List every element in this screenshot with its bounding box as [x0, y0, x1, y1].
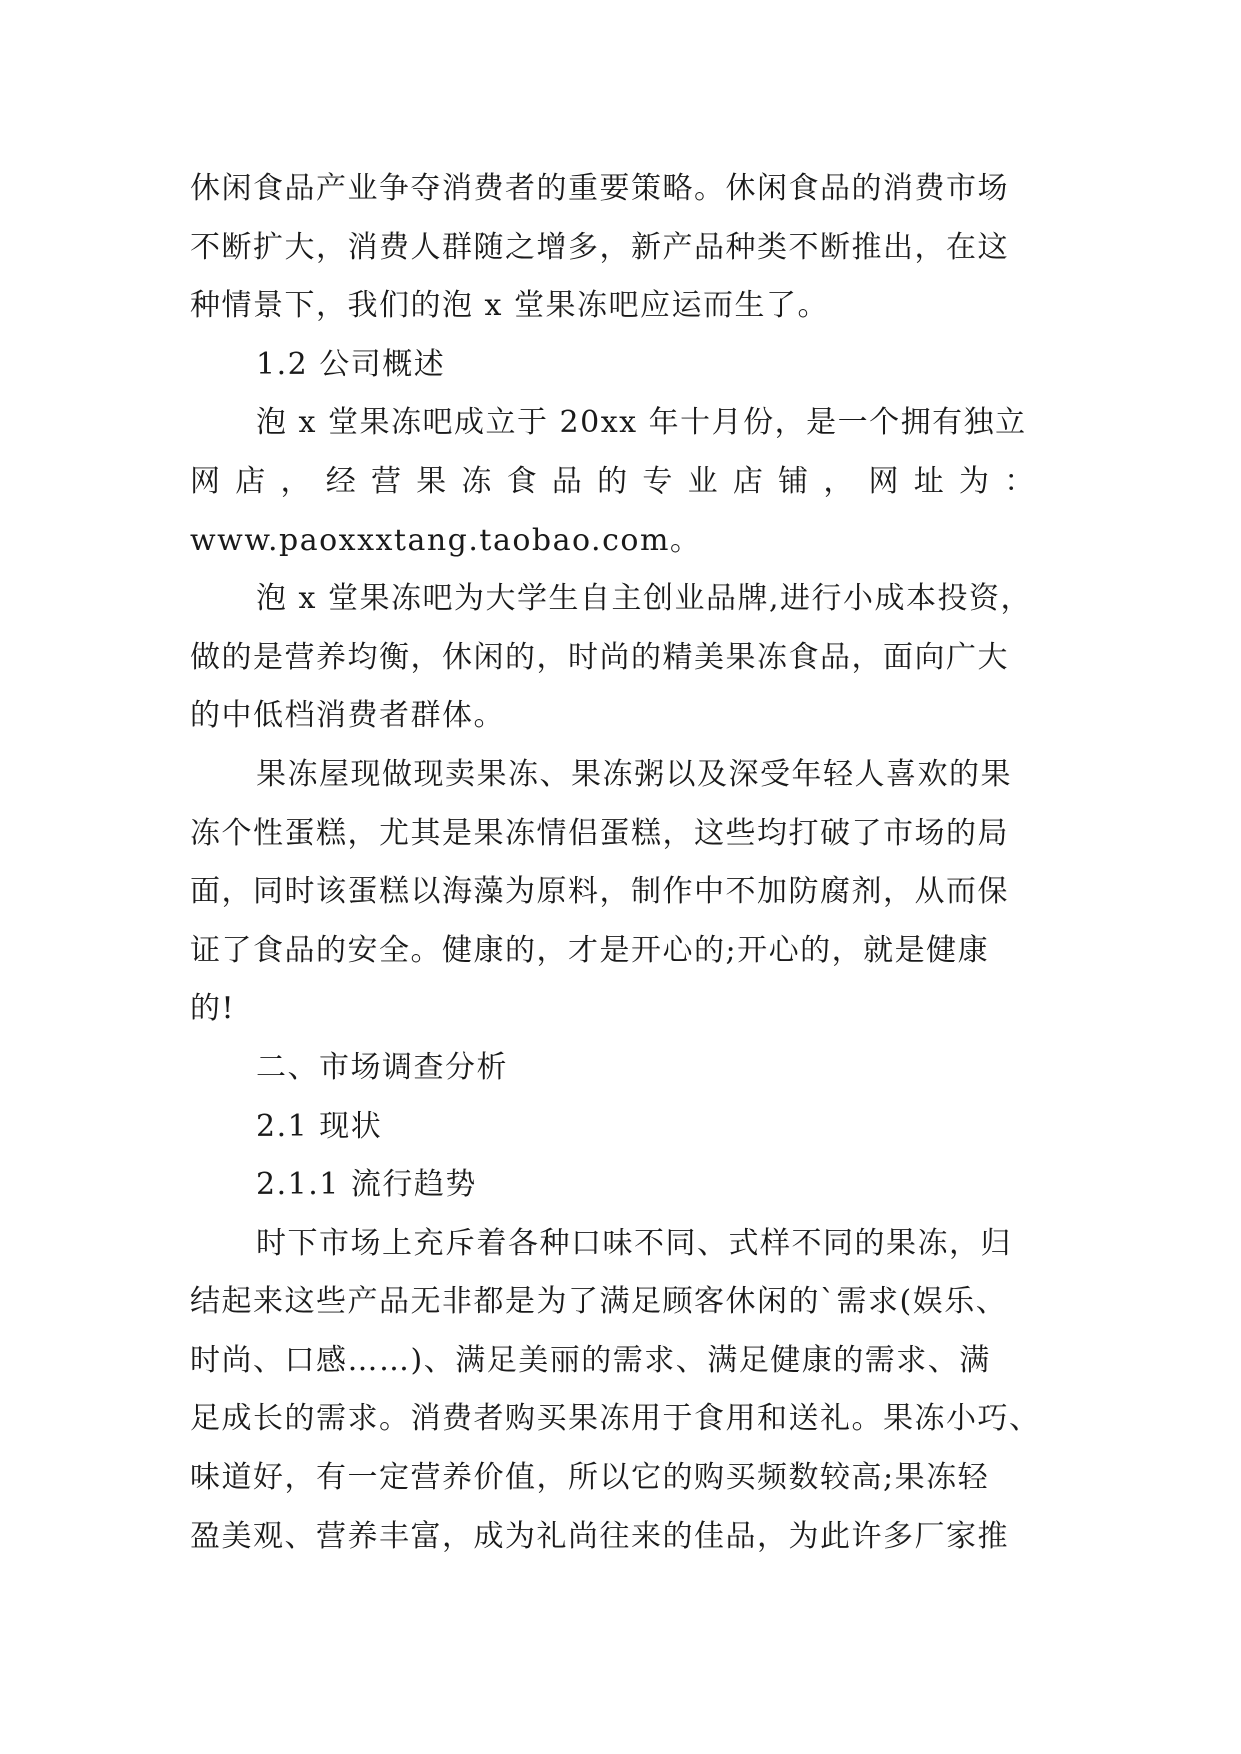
- text-line: 盈美观、营养丰富，成为礼尚往来的佳品，为此许多厂家推: [190, 1518, 1009, 1554]
- text-line: 味道好，有一定营养价值，所以它的购买频数较高;果冻轻: [190, 1460, 990, 1496]
- text-line: 时尚、口感……)、满足美丽的需求、满足健康的需求、满: [190, 1342, 991, 1378]
- text-line: 泡 x 堂果冻吧为大学生自主创业品牌,进行小成本投资，: [256, 581, 1033, 617]
- section-heading: 2.1 现状: [256, 1108, 383, 1144]
- section-heading: 2.1.1 流行趋势: [256, 1167, 477, 1203]
- text-line: 的中低档消费者群体。: [190, 698, 505, 734]
- text-line: 的!: [190, 991, 236, 1027]
- text-line: 结起来这些产品无非都是为了满足顾客休闲的`需求(娱乐、: [190, 1284, 1008, 1320]
- text-line: 泡 x 堂果冻吧成立于 20xx 年十月份，是一个拥有独立: [256, 405, 1027, 441]
- text-line: 冻个性蛋糕，尤其是果冻情侣蛋糕，这些均打破了市场的局: [190, 815, 1009, 851]
- text-line: 足成长的需求。消费者购买果冻用于食用和送礼。果冻小巧、: [190, 1401, 1041, 1437]
- text-line: 面，同时该蛋糕以海藻为原料，制作中不加防腐剂，从而保: [190, 874, 1009, 910]
- text-line: 种情景下，我们的泡 x 堂果冻吧应运而生了。: [190, 288, 829, 324]
- text-line: 不断扩大，消费人群随之增多，新产品种类不断推出，在这: [190, 229, 1009, 265]
- section-heading: 二、市场调查分析: [256, 1049, 508, 1085]
- text-line: 休闲食品产业争夺消费者的重要策略。休闲食品的消费市场: [190, 171, 1009, 206]
- text-line: 时下市场上充斥着各种口味不同、式样不同的果冻，归: [256, 1225, 1012, 1261]
- text-line: 证了食品的安全。健康的，才是开心的;开心的，就是健康: [190, 932, 990, 968]
- text-line: 果冻屋现做现卖果冻、果冻粥以及深受年轻人喜欢的果: [256, 756, 1012, 792]
- text-line: 做的是营养均衡，休闲的，时尚的精美果冻食品，面向广大: [190, 639, 1009, 675]
- website-url: www.paoxxxtang.taobao.com。: [190, 522, 702, 558]
- section-heading: 1.2 公司概述: [256, 346, 446, 382]
- body-text: [190, 160, 1050, 1566]
- text-line-justified: 网店，经营果冻食品的专业店铺，网址为：: [190, 463, 1050, 499]
